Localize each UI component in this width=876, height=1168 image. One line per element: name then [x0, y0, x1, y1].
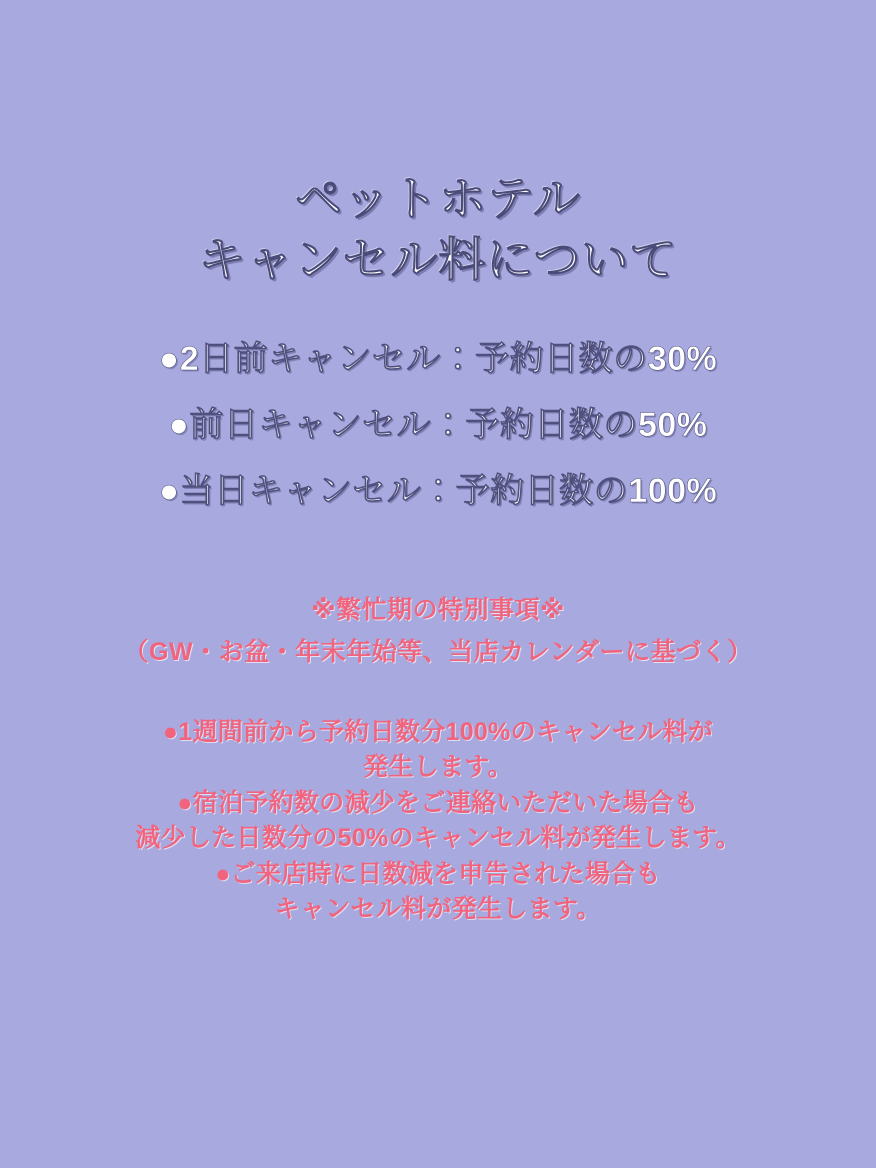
busy-season-rule-line: 発生します。	[363, 753, 513, 782]
fee-rule-item: ●2日前キャンセル：予約日数の30%	[158, 340, 718, 379]
busy-season-rule-line: ●1週間前から予約日数分100%のキャンセル料が	[162, 717, 714, 746]
busy-season-rule-line: 減少した日数分の50%のキャンセル料が発生します。	[135, 824, 741, 853]
cancellation-fee-list	[159, 342, 718, 540]
title-line-1: ペットホテル	[295, 172, 581, 225]
notice-heading: ※繁忙期の特別事項※	[311, 596, 565, 625]
busy-season-rule-line: キャンセル料が発生します。	[274, 895, 602, 924]
page-title	[198, 168, 677, 290]
fee-rule-item: ●当日キャンセル：予約日数の100%	[158, 472, 718, 511]
busy-season-notice	[124, 592, 753, 671]
notice-subheading: （GW・お盆・年末年始等、当店カレンダーに基づく）	[123, 638, 753, 667]
fee-rule-item: ●前日キャンセル：予約日数の50%	[168, 406, 708, 445]
busy-season-rule-line: ●宿泊予約数の減少をご連絡いただいた場合も	[177, 788, 699, 817]
busy-season-rule-line: ●ご来店時に日数減を申告された場合も	[215, 859, 661, 888]
busy-season-rule-list	[135, 715, 741, 928]
title-line-2: キャンセル料について	[198, 233, 678, 287]
